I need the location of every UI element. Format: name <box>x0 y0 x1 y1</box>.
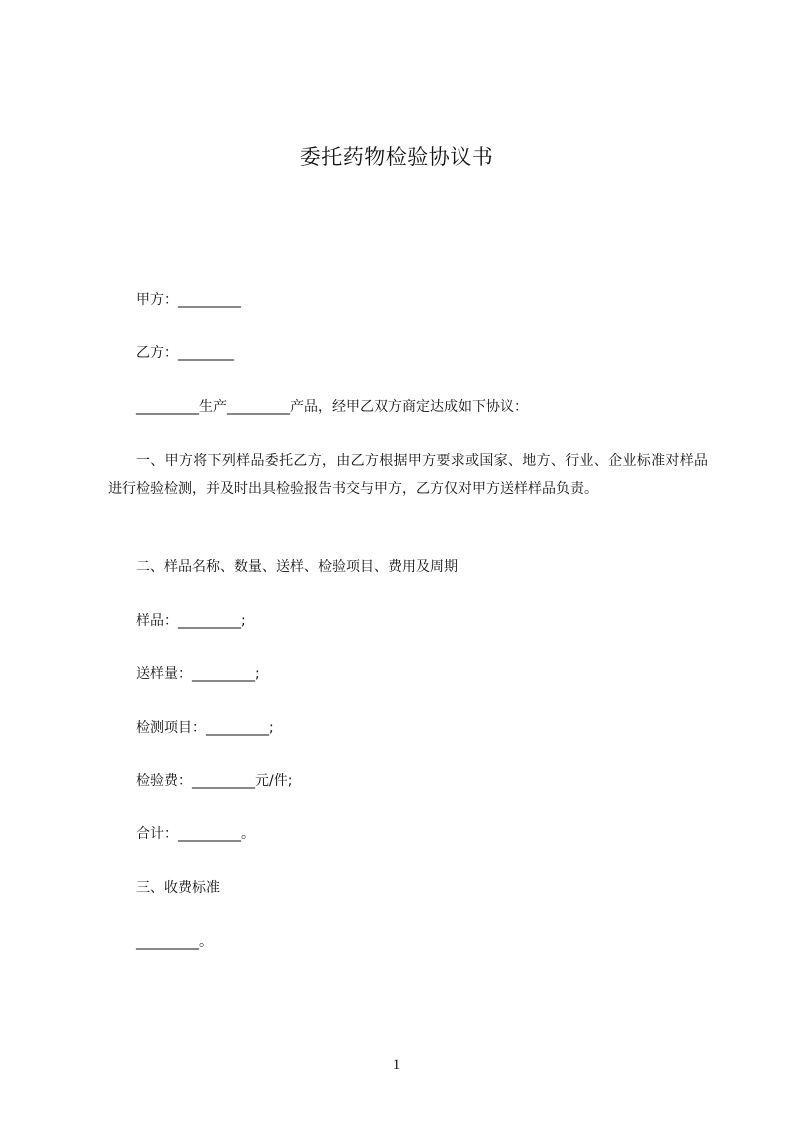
page-number: 1 <box>392 1057 401 1073</box>
fee-line: 检验费：_________元/件; <box>136 773 293 789</box>
fee-standard-line: _________。 <box>136 934 213 950</box>
party-b-line: 乙方：________ <box>136 345 234 361</box>
quantity-line: 送样量：_________; <box>136 666 260 682</box>
page-title: 委托药物检验协议书 <box>299 145 494 169</box>
sample-line: 样品：_________; <box>136 613 246 629</box>
party-a-line: 甲方：_________ <box>136 292 241 308</box>
clause-3-heading: 三、收费标准 <box>136 880 220 896</box>
total-line: 合计：_________。 <box>136 826 255 842</box>
intro-paragraph: _________生产_________产品，经甲乙双方商定达成如下协议： <box>136 399 528 415</box>
clause-2-heading: 二、样品名称、数量、送样、检验项目、费用及周期 <box>136 559 458 575</box>
test-items-line: 检测项目：_________; <box>136 720 274 736</box>
clause-1-paragraph: 一、甲方将下列样品委托乙方，由乙方根据甲方要求或国家、地方、行业、企业标准对样品进行检验检测，并及时出具检验报告书交与甲方，乙方仅对甲方送样样品负责。 <box>108 453 708 497</box>
